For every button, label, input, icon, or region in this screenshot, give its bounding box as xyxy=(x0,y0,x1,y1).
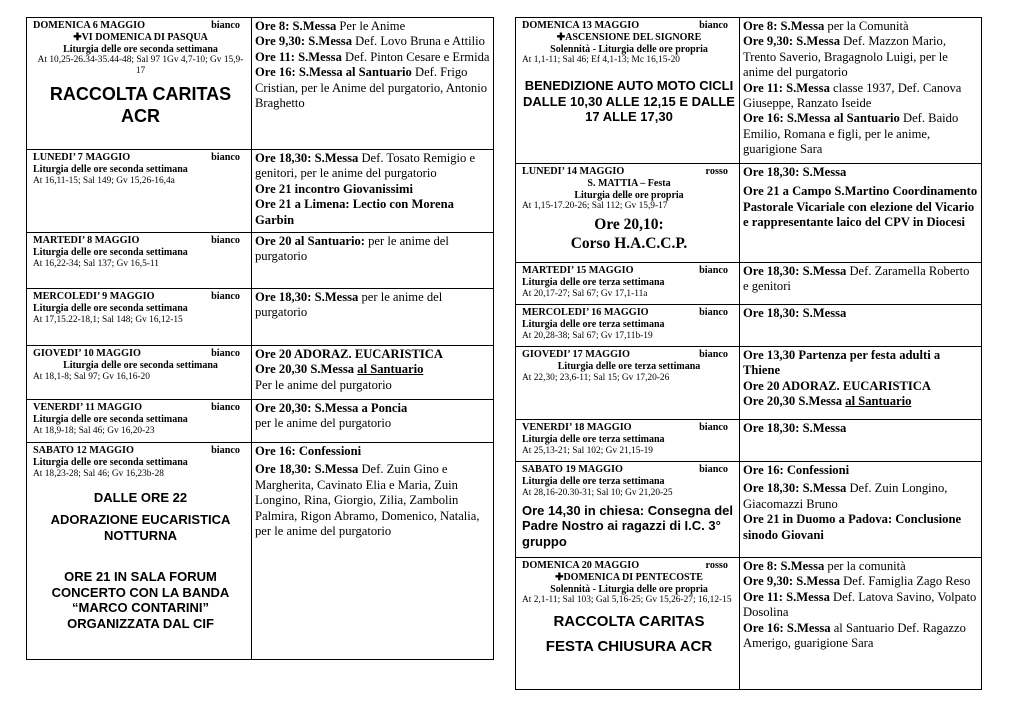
feast-name: ✚DOMENICA DI PENTECOSTE xyxy=(555,572,703,583)
feast-name: ✚VI DOMENICA DI PASQUA xyxy=(73,32,208,43)
readings: At 20,17-27; Sal 67; Gv 17,1-11a xyxy=(522,288,648,299)
day-title: VENERDI’ 18 MAGGIO xyxy=(522,422,632,433)
events xyxy=(740,18,981,163)
day-row-saturday-12 xyxy=(27,442,493,659)
day-row-saturday-19 xyxy=(516,461,981,557)
liturgy-week: Liturgia delle ore terza settimana xyxy=(557,361,701,372)
events xyxy=(740,420,981,461)
liturgical-color: bianco xyxy=(211,445,240,456)
day-info xyxy=(27,18,252,149)
day-info xyxy=(27,233,252,288)
events xyxy=(740,263,981,304)
readings: At 28,16-20.30-31; Sal 10; Gv 21,20-25 xyxy=(522,487,673,498)
event-line: Ore 18,30: S.Messa per le anime del purgatorio xyxy=(255,290,443,320)
event-line: Ore 20,30: S.Messa a Poncia xyxy=(255,401,408,415)
day-info xyxy=(516,18,740,163)
readings: At 1,1-11; Sal 46; Ef 4,1-13; Mc 16,15-20 xyxy=(522,55,680,65)
day-title: SABATO 19 MAGGIO xyxy=(522,464,623,475)
event-line: Ore 20,30 S.Messa al Santuario xyxy=(743,394,912,409)
events xyxy=(252,233,493,288)
events xyxy=(740,164,981,262)
day-info xyxy=(516,263,740,304)
event-line: Ore 18,30: S.Messa Def. Zuin Longino, Giacomazzi Bruno xyxy=(743,481,948,511)
readings: At 1,15-17.20-26; Sal 112; Gv 15,9-17 xyxy=(522,201,668,211)
left-schedule-table xyxy=(26,17,494,660)
day-info xyxy=(516,420,740,461)
event-line: Ore 18,30: S.Messa Def. Zaramella Roberto e genitori xyxy=(743,264,970,294)
readings: At 16,22-34; Sal 137; Gv 16,5-11 xyxy=(33,258,159,269)
event-line: Ore 16: S.Messa al Santuario Def. Ragazzo Amerigo, guarigione Sara xyxy=(743,620,966,651)
day-row-wednesday-16 xyxy=(516,304,981,346)
readings: At 2,1-11; Sal 103; Gal 5,16-25; Gv 15,26-27; 16,12-15 xyxy=(522,595,732,605)
events xyxy=(252,150,493,232)
day-info xyxy=(516,347,740,419)
day-info xyxy=(516,462,740,557)
event-line: Ore 16: S.Messa al Santuario Def. Frigo Cristian, per le Anime del purgatorio, Antonio Braghetto xyxy=(255,65,488,111)
readings: At 16,11-15; Sal 149; Gv 15,26-16,4a xyxy=(33,175,175,186)
day-row-sunday-20 xyxy=(516,557,981,689)
adoration-note: ADORAZIONE EUCARISTICA NOTTURNA xyxy=(50,512,231,543)
event-line: Ore 20 al Santuario: per le anime del purgatorio xyxy=(255,234,449,264)
readings: At 17,15.22-18,1; Sal 148; Gv 16,12-15 xyxy=(33,314,183,325)
day-title: LUNEDI’ 7 MAGGIO xyxy=(33,152,131,163)
day-row-monday-14 xyxy=(516,163,981,262)
liturgy-week: Liturgia delle ore seconda settimana xyxy=(63,43,218,55)
liturgical-color: bianco xyxy=(211,348,240,359)
event-line: Ore 21 incontro Giovanissimi xyxy=(255,181,414,196)
collection-note: RACCOLTA CARITAS ACR xyxy=(49,84,232,126)
event-line: Ore 18,30: S.Messa xyxy=(743,165,847,179)
event-line: Ore 18,30: S.Messa xyxy=(743,421,847,435)
day-info xyxy=(27,346,252,399)
event-line: Ore 9,30: S.Messa Def. Famiglia Zago Reso xyxy=(743,574,971,589)
event-line: Ore 18,30: S.Messa Def. Zuin Gino e Margherita, Cavinato Elia e Maria, Zuin Longino, Rina, Giorgio, Zilia, Zambolin Palmira, Rigon Abramo, Domenico, Natalia, per le anime del purgatorio xyxy=(255,462,480,539)
event-line: Ore 16: Confessioni xyxy=(743,463,850,477)
event-line: Ore 18,30: S.Messa Def. Tosato Remigio e genitori, per le anime del purgatorio xyxy=(255,151,476,181)
adoration-time-note: DALLE ORE 22 xyxy=(93,489,188,505)
liturgy-week: Liturgia delle ore seconda settimana xyxy=(33,414,188,425)
day-row-thursday-10 xyxy=(27,345,493,399)
readings: At 25,13-21; Sal 102; Gv 21,15-19 xyxy=(522,445,653,456)
liturgy-week: Liturgia delle ore seconda settimana xyxy=(33,303,188,314)
event-line: Ore 11: S.Messa classe 1937, Def. Canova Giuseppe, Ranzato Iseide xyxy=(743,80,962,111)
liturgical-color: bianco xyxy=(211,152,240,163)
day-info xyxy=(27,443,252,659)
liturgy-week: Liturgia delle ore seconda settimana xyxy=(33,457,188,468)
day-row-friday-18 xyxy=(516,419,981,461)
collection-note: RACCOLTA CARITAS FESTA CHIUSURA ACR xyxy=(545,613,713,655)
liturgy-week: Liturgia delle ore seconda settimana xyxy=(33,164,188,175)
events xyxy=(252,400,493,442)
events xyxy=(252,289,493,345)
day-info xyxy=(516,305,740,346)
readings: At 18,9-18; Sal 46; Gv 16,20-23 xyxy=(33,425,155,436)
day-row-sunday-6 xyxy=(27,18,493,149)
concert-note: ORE 21 IN SALA FORUM CONCERTO CON LA BANDA “MARCO CONTARINI” ORGANIZZATA DAL CIF xyxy=(51,569,230,631)
day-row-tuesday-8 xyxy=(27,232,493,288)
day-title: SABATO 12 MAGGIO xyxy=(33,445,134,456)
liturgy-week: Liturgia delle ore seconda settimana xyxy=(63,360,218,371)
day-title: DOMENICA 20 MAGGIO xyxy=(522,560,640,571)
events xyxy=(740,305,981,346)
event-line: Ore 11: S.Messa Def. Pinton Cesare e Ermida xyxy=(255,49,490,64)
liturgical-color: bianco xyxy=(211,235,240,246)
liturgy-week: Liturgia delle ore seconda settimana xyxy=(33,247,188,258)
day-title: MERCOLEDI’ 9 MAGGIO xyxy=(33,291,155,302)
events xyxy=(252,346,493,399)
events xyxy=(252,443,493,659)
course-note: Ore 20,10: Corso H.A.C.C.P. xyxy=(570,216,688,252)
day-title: GIOVEDI’ 10 MAGGIO xyxy=(33,348,141,359)
events xyxy=(740,347,981,419)
event-line: Ore 8: S.Messa per la Comunità xyxy=(743,19,909,33)
event-line: Ore 18,30: S.Messa xyxy=(743,306,847,320)
liturgy-week: Liturgia delle ore propria xyxy=(574,189,684,201)
event-line: Ore 20,30 S.Messa al Santuario xyxy=(255,362,424,377)
liturgical-color: bianco xyxy=(211,291,240,302)
liturgy-week: Liturgia delle ore terza settimana xyxy=(522,277,665,288)
event-line: Ore 11: S.Messa Def. Latova Savino, Volpato Dosolina xyxy=(743,589,977,620)
liturgical-color: bianco xyxy=(699,307,728,318)
day-row-tuesday-15 xyxy=(516,262,981,304)
readings: At 22,30; 23,6-11; Sal 15; Gv 17,20-26 xyxy=(522,372,670,383)
day-row-wednesday-9 xyxy=(27,288,493,345)
event-line: Ore 21 a Limena: Lectio con Morena Garbin xyxy=(255,197,454,227)
readings: At 18,23-28; Sal 46; Gv 16,23b-28 xyxy=(33,468,164,479)
day-info xyxy=(516,164,740,262)
day-title: MARTEDI’ 8 MAGGIO xyxy=(33,235,140,246)
event-line: per le anime del purgatorio xyxy=(255,416,392,431)
day-title: DOMENICA 6 MAGGIO xyxy=(33,20,146,31)
readings: At 20,28-38; Sal 67; Gv 17,11b-19 xyxy=(522,330,653,341)
liturgy-week: Solennità - Liturgia delle ore propria xyxy=(550,43,708,55)
liturgical-color: bianco xyxy=(699,20,728,31)
liturgical-color: bianco xyxy=(699,422,728,433)
liturgical-color: bianco xyxy=(699,265,728,276)
event-line: Ore 16: S.Messa al Santuario Def. Baido Emilio, Romana e figli, per le anime, guarigione Sara xyxy=(743,111,959,157)
event-line: Ore 20 ADORAZ. EUCARISTICA xyxy=(743,378,931,393)
liturgy-week: Solennità - Liturgia delle ore propria xyxy=(550,583,708,595)
liturgical-color: rosso xyxy=(705,560,728,571)
day-info xyxy=(27,400,252,442)
liturgical-color: rosso xyxy=(705,166,728,177)
consegna-note: Ore 14,30 in chiesa: Consegna del Padre Nostro ai ragazzi di I.C. 3° gruppo xyxy=(522,502,733,549)
readings: At 10,25-26.34-35.44-48; Sal 97 1Gv 4,7-10; Gv 15,9-17 xyxy=(37,55,244,76)
day-row-thursday-17 xyxy=(516,346,981,419)
event-line: Ore 8: S.Messa per la comunità xyxy=(743,559,906,573)
event-line: Ore 20 ADORAZ. EUCARISTICA xyxy=(255,347,443,361)
day-title: DOMENICA 13 MAGGIO xyxy=(522,20,640,31)
events xyxy=(740,558,981,689)
day-row-friday-11 xyxy=(27,399,493,442)
event-line: Ore 16: Confessioni xyxy=(255,444,362,458)
events xyxy=(252,18,493,149)
right-schedule-table xyxy=(515,17,982,690)
day-title: LUNEDI’ 14 MAGGIO xyxy=(522,166,625,177)
day-info xyxy=(516,558,740,689)
event-line: Per le anime del purgatorio xyxy=(255,377,392,392)
day-info xyxy=(27,150,252,232)
liturgy-week: Liturgia delle ore terza settimana xyxy=(522,319,665,330)
day-title: MERCOLEDI’ 16 MAGGIO xyxy=(522,307,649,318)
day-title: VENERDI’ 11 MAGGIO xyxy=(33,402,143,413)
liturgical-color: bianco xyxy=(699,349,728,360)
event-line: Ore 13,30 Partenza per festa adulti a Thiene xyxy=(743,348,941,378)
events xyxy=(740,462,981,557)
event-line: Ore 21 a Campo S.Martino Coordinamento Pastorale Vicariale con elezione del Vicario e rappresentante laico del CPV in Diocesi xyxy=(743,184,978,230)
liturgy-week: Liturgia delle ore terza settimana xyxy=(522,476,665,487)
day-info xyxy=(27,289,252,345)
blessing-note: BENEDIZIONE AUTO MOTO CICLI DALLE 10,30 ALLE 12,15 E DALLE 17 ALLE 17,30 xyxy=(523,78,735,124)
event-line: Ore 9,30: S.Messa Def. Lovo Bruna e Attilio xyxy=(255,34,485,49)
event-line: Ore 21 in Duomo a Padova: Conclusione sinodo Giovani xyxy=(743,512,962,542)
readings: At 18,1-8; Sal 97; Gv 16,16-20 xyxy=(33,371,150,382)
liturgical-color: bianco xyxy=(211,402,240,413)
day-title: GIOVEDI’ 17 MAGGIO xyxy=(522,349,630,360)
liturgical-color: bianco xyxy=(211,20,240,31)
event-line: Ore 8: S.Messa Per le Anime xyxy=(255,19,406,33)
liturgy-week: Liturgia delle ore terza settimana xyxy=(522,434,665,445)
day-title: MARTEDI’ 15 MAGGIO xyxy=(522,265,634,276)
feast-name: S. MATTIA – Festa xyxy=(587,178,671,189)
day-row-sunday-13 xyxy=(516,18,981,163)
feast-name: ✚ASCENSIONE DEL SIGNORE xyxy=(556,32,702,43)
liturgical-color: bianco xyxy=(699,464,728,475)
day-row-monday-7 xyxy=(27,149,493,232)
event-line: Ore 9,30: S.Messa Def. Mazzon Mario, Trento Saverio, Bragagnolo Luigi, per le anime del purgatorio xyxy=(743,34,948,80)
